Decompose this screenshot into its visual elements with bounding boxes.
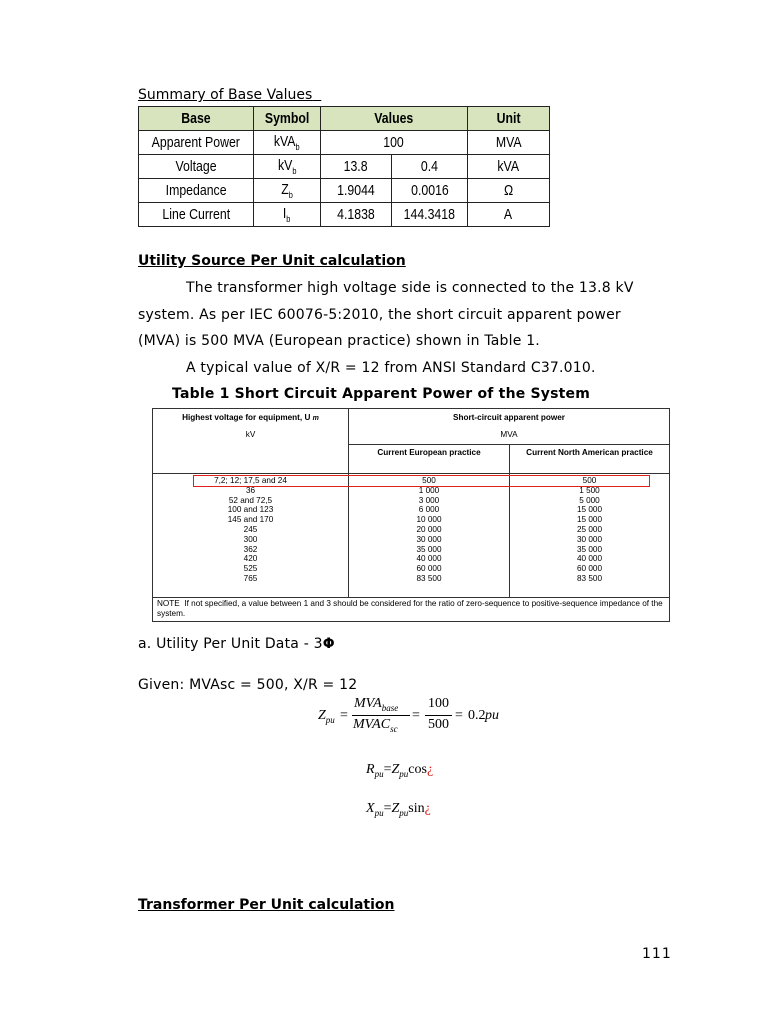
iec-cell-kv: 765 — [243, 574, 258, 583]
cell-value-hv: 1.9044 — [321, 179, 392, 203]
iec-cell-kv: 420 — [243, 554, 258, 564]
header-base: Base — [139, 107, 254, 131]
utility-paragraph-line-2: system. As per IEC 60076-5:2010, the short circuit apparent power — [138, 307, 621, 323]
iec-cell-eu: 60 000 — [416, 564, 442, 574]
iec-cell-kv: 52 and 72,5 — [228, 495, 273, 505]
summary-title: Summary of Base Values — [138, 87, 313, 103]
utility-paragraph-line-3: (MVA) is 500 MVA (European practice) shown in Table 1. — [138, 333, 540, 349]
iec-header-kv: kV — [245, 430, 256, 439]
eq-equals: = — [455, 708, 463, 723]
iec-cell-na: 30 000 — [576, 534, 603, 544]
row-divider — [153, 597, 669, 598]
iec-cell-na: 15 000 — [576, 515, 603, 525]
cell-value: 100 — [321, 131, 468, 155]
cell-unit: kVA — [468, 155, 550, 179]
header-symbol: Symbol — [254, 107, 321, 131]
eq-denominator: $MVAC_{sc}$ — [353, 717, 398, 734]
iec-cell-kv: 525 — [243, 564, 258, 574]
equation-xpu: $X_{pu}=Z_{pu}\sin¿$ — [366, 801, 431, 818]
cell-base: Apparent Power — [139, 131, 254, 155]
table-row — [139, 155, 550, 179]
table-row — [139, 179, 550, 203]
iec-cell-eu: 1 000 — [418, 485, 440, 495]
table-caption: Table 1 Short Circuit Apparent Power of the System — [172, 386, 591, 402]
cell-base: Line Current — [139, 203, 254, 227]
header-values: Values — [321, 107, 468, 131]
section-a-item: a. Utility Per Unit Data - 3Φ — [138, 636, 335, 652]
fraction-bar — [425, 715, 452, 716]
iec-header-mva: MVA — [500, 430, 518, 439]
cell-value-hv: 13.8 — [321, 155, 392, 179]
iec-cell-na: 5 000 — [579, 495, 600, 505]
fraction-bar — [352, 715, 410, 716]
utility-paragraph-line-1: The transformer high voltage side is connected to the 13.8 kV — [186, 280, 634, 296]
cell-symbol: $I_b$ — [254, 203, 321, 227]
iec-header-voltage: Highest voltage for equipment, U m — [182, 413, 319, 422]
iec-cell-na: 25 000 — [576, 525, 603, 534]
cell-value-lv: 0.4 — [392, 155, 468, 179]
cell-symbol: $Z_b$ — [254, 179, 321, 203]
cell-value-hv: 4.1838 — [321, 203, 392, 227]
eq-equals: = — [412, 708, 420, 723]
iec-header-north-american: Current North American practice — [526, 448, 653, 457]
summary-table — [138, 106, 550, 227]
eq-num2: 100 — [428, 696, 449, 711]
iec-cell-na: 1 500 — [579, 485, 600, 495]
given-line: Given: MVAsc = 500, X/R = 12 — [138, 677, 358, 693]
cell-base: Voltage — [139, 155, 254, 179]
cell-symbol: kVA$_b$ — [254, 131, 321, 155]
transformer-heading: Transformer Per Unit calculation — [138, 897, 395, 913]
iec-cell-na: 83 500 — [576, 574, 603, 583]
table-header-row — [139, 107, 550, 131]
eq-numerator: $MVA_{base}$ — [354, 696, 399, 713]
row-divider — [153, 473, 669, 474]
eq-lhs: $Z_{pu}$ — [318, 708, 335, 725]
iec-cell-kv: 300 — [243, 534, 258, 544]
cell-unit: A — [468, 203, 550, 227]
iec-cell-kv: 36 — [245, 485, 256, 495]
highlight-box — [193, 475, 650, 487]
table-row — [139, 203, 550, 227]
iec-short-circuit-table — [152, 408, 670, 622]
iec-cell-kv: 100 and 123 — [227, 505, 274, 515]
equation-rpu: $R_{pu}=Z_{pu}\cos¿$ — [366, 762, 434, 779]
iec-cell-na: 40 000 — [576, 554, 603, 564]
iec-cell-eu: 20 000 — [416, 525, 442, 534]
iec-cell-kv: 145 and 170 — [227, 515, 274, 525]
table-row — [139, 131, 550, 155]
iec-cell-eu: 3 000 — [418, 495, 440, 505]
cell-symbol: $kV_b$ — [254, 155, 321, 179]
eq-equals: = — [340, 708, 348, 723]
iec-cell-na: 60 000 — [576, 564, 603, 574]
iec-header-european: Current European practice — [377, 448, 481, 457]
iec-note: NOTE If not specified, a value between 1 and 3 should be considered for the ratio of zero-sequence to positive-sequence impedance of the system. — [157, 599, 663, 618]
eq-result: 0.2 — [468, 708, 486, 723]
iec-cell-eu: 10 000 — [416, 515, 442, 525]
iec-cell-eu: 83 500 — [416, 574, 442, 583]
iec-cell-na: 500 — [582, 476, 597, 485]
iec-cell-kv: 7,2; 12; 17,5 and 24 — [214, 476, 287, 485]
header-unit: Unit — [468, 107, 550, 131]
iec-cell-kv: 362 — [243, 544, 258, 554]
cell-value-lv: 0.0016 — [392, 179, 468, 203]
cell-unit: Ω — [468, 179, 550, 203]
iec-cell-eu: 6 000 — [418, 505, 440, 515]
cell-unit: MVA — [468, 131, 550, 155]
utility-paragraph-line-4: A typical value of X/R = 12 from ANSI Standard C37.010. — [186, 360, 596, 376]
cell-base: Impedance — [139, 179, 254, 203]
page-number: 111 — [642, 946, 672, 962]
utility-heading: Utility Source Per Unit calculation — [138, 253, 406, 269]
iec-cell-kv: 245 — [243, 525, 258, 534]
iec-cell-eu: 500 — [422, 476, 436, 485]
equation-zpu — [318, 696, 518, 742]
cell-value-lv: 144.3418 — [392, 203, 468, 227]
iec-cell-eu: 30 000 — [416, 534, 442, 544]
iec-cell-eu: 35 000 — [416, 544, 442, 554]
eq-result-unit: pu — [485, 708, 499, 723]
iec-header-short-circuit: Short-circuit apparent power — [453, 413, 565, 422]
iec-cell-eu: 40 000 — [416, 554, 442, 564]
iec-cell-na: 35 000 — [576, 544, 603, 554]
eq-den2: 500 — [428, 717, 449, 732]
iec-cell-na: 15 000 — [576, 505, 603, 515]
